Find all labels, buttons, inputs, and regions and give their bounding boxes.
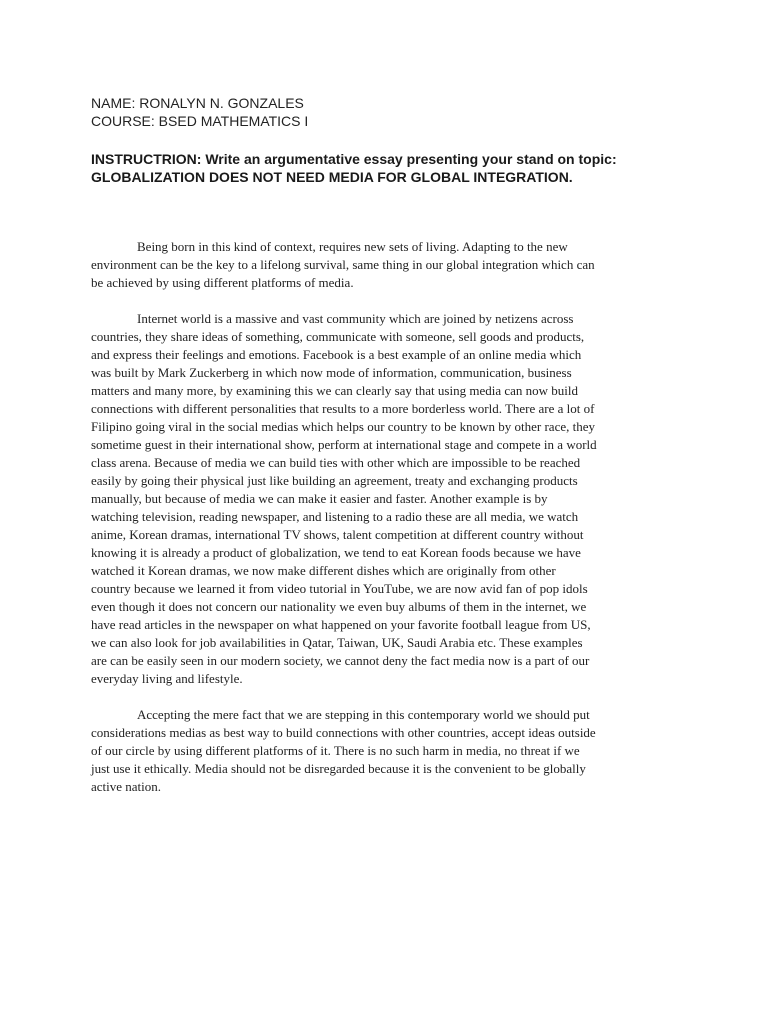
essay-line: just use it ethically. Media should not be disregarded because it is the convenient to be globally	[91, 761, 586, 776]
essay-paragraph-1	[91, 238, 691, 292]
essay-instruction	[91, 150, 691, 186]
essay-line: Accepting the mere fact that we are stepping in this contemporary world we should put	[137, 707, 590, 722]
essay-line: knowing it is already a product of globalization, we tend to eat Korean foods because we have	[91, 545, 581, 560]
essay-line: class arena. Because of media we can build ties with other which are impossible to be reached	[91, 455, 581, 470]
student-name: NAME: RONALYN N. GONZALES	[91, 95, 304, 111]
essay-line: environment can be the key to a lifelong survival, same thing in our global integration which can	[91, 257, 595, 272]
essay-line: active nation.	[91, 779, 162, 794]
student-header	[91, 94, 691, 130]
essay-line: watching television, reading newspaper, and listening to a radio these are all media, we watch	[91, 509, 579, 524]
essay-line: easily by going their physical just like building an agreement, treaty and exchanging products	[91, 473, 578, 488]
essay-line: Internet world is a massive and vast community which are joined by netizens across	[137, 311, 574, 326]
essay-line: Filipino going viral in the social medias which helps our country to be known by other race, they	[91, 419, 596, 434]
essay-body	[91, 238, 691, 814]
essay-line: are can be easily seen in our modern society, we cannot deny the fact media now is a part of our	[91, 653, 590, 668]
essay-line: even though it does not concern our nationality we even buy albums of them in the internet, we	[91, 599, 587, 614]
essay-paragraph-3	[91, 706, 691, 796]
essay-line: countries, they share ideas of something, communicate with someone, sell goods and products,	[91, 329, 585, 344]
student-course: COURSE: BSED MATHEMATICS I	[91, 113, 309, 129]
essay-line: anime, Korean dramas, international TV shows, talent competition at different country without	[91, 527, 584, 542]
essay-line: we can also look for job availabilities in Qatar, Taiwan, UK, Saudi Arabia etc. These examples	[91, 635, 583, 650]
essay-line: have read articles in the newspaper on what happened on your favorite football league from US,	[91, 617, 591, 632]
instruction-line: INSTRUCTRION: Write an argumentative essay presenting your stand on topic:	[91, 151, 617, 167]
essay-line: country because we learned it from video tutorial in YouTube, we are now avid fan of pop idols	[91, 581, 588, 596]
essay-line: considerations medias as best way to build connections with other countries, accept ideas outside	[91, 725, 596, 740]
essay-line: be achieved by using different platforms of media.	[91, 275, 354, 290]
essay-line: matters and many more, by examining this we can clearly say that using media can now build	[91, 383, 579, 398]
essay-line: sometime guest in their international show, perform at international stage and compete in a world	[91, 437, 597, 452]
essay-line: Being born in this kind of context, requires new sets of living. Adapting to the new	[137, 239, 568, 254]
essay-line: and express their feelings and emotions. Facebook is a best example of an online media which	[91, 347, 582, 362]
essay-line: was built by Mark Zuckerberg in which now mode of information, communication, business	[91, 365, 572, 380]
essay-line: everyday living and lifestyle.	[91, 671, 243, 686]
essay-line: of our circle by using different platforms of it. There is no such harm in media, no threat if we	[91, 743, 580, 758]
essay-line: watched it Korean dramas, we now make different dishes which are originally from other	[91, 563, 556, 578]
essay-line: manually, but because of media we can make it easier and faster. Another example is by	[91, 491, 548, 506]
essay-line: connections with different personalities that results to a more borderless world. There are a lot of	[91, 401, 595, 416]
essay-paragraph-2	[91, 310, 691, 688]
instruction-topic: GLOBALIZATION DOES NOT NEED MEDIA FOR GLOBAL INTEGRATION.	[91, 169, 573, 185]
